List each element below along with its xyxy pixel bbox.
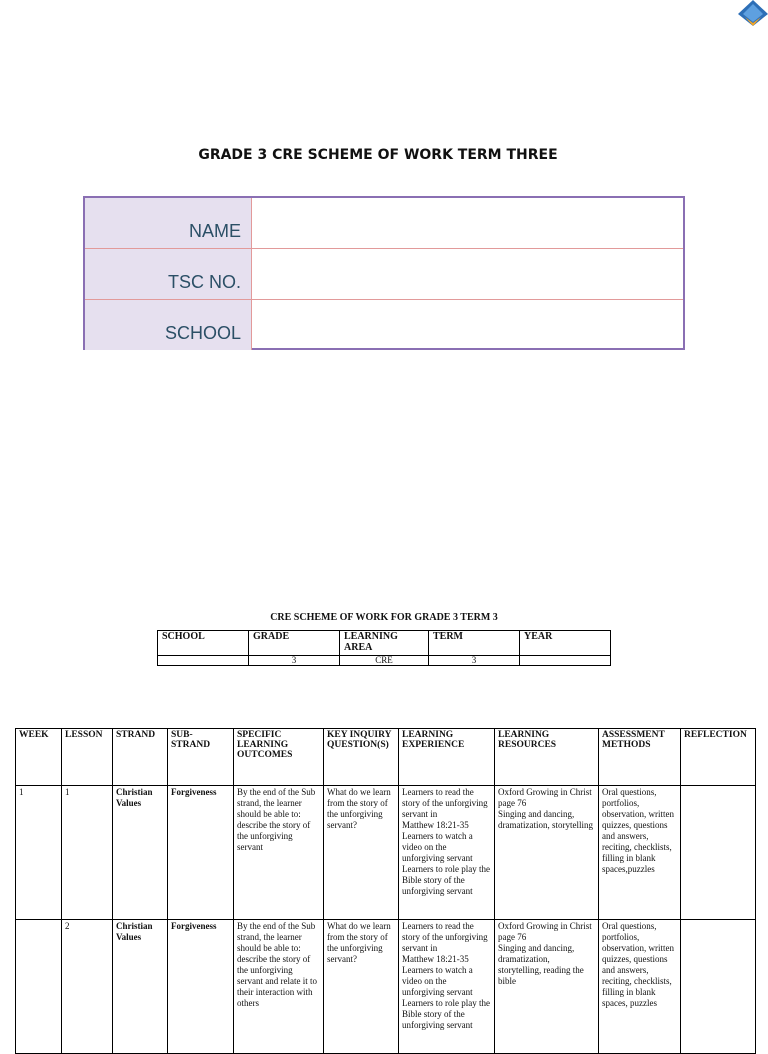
week-cell: 1 (16, 786, 62, 920)
resources-cell: Oxford Growing in Christ page 76 Singing and dancing, dramatization, storytelling, reading the bible (495, 920, 599, 1054)
summary-term-value: 3 (429, 656, 520, 666)
experience-cell: Learners to read the story of the unforgiving servant in Matthew 18:21-35 Learners to watch a video on the unforgiving servant Learners to role play the Bible story of the unforgiving servant (399, 920, 495, 1054)
summary-school-value (158, 656, 249, 666)
name-row (85, 198, 683, 249)
reflection-cell (681, 786, 756, 920)
summary-value-row (158, 656, 611, 666)
header-sub-strand: SUB-STRAND (168, 729, 234, 786)
teacher-details-table (83, 196, 685, 350)
strand-cell: Christian Values (113, 786, 168, 920)
school-field[interactable] (252, 300, 683, 350)
name-field[interactable] (252, 198, 683, 248)
questions-cell: What do we learn from the story of the unforgiving servant? (324, 786, 399, 920)
tsc-row (85, 249, 683, 300)
table-row (16, 786, 756, 920)
summary-table (157, 630, 611, 666)
summary-header-term: TERM (429, 631, 520, 656)
header-experience: LEARNING EXPERIENCE (399, 729, 495, 786)
school-label: SCHOOL (85, 300, 252, 350)
header-reflection: REFLECTION (681, 729, 756, 786)
sub-strand-cell: Forgiveness (168, 920, 234, 1054)
summary-year-value (520, 656, 611, 666)
name-label: NAME (85, 198, 252, 248)
header-outcomes: SPECIFIC LEARNING OUTCOMES (234, 729, 324, 786)
diamond-logo-icon (736, 0, 768, 28)
summary-title: CRE SCHEME OF WORK FOR GRADE 3 TERM 3 (270, 612, 498, 623)
resources-cell: Oxford Growing in Christ page 76 Singing and dancing, dramatization, storytelling (495, 786, 599, 920)
summary-header-school: SCHOOL (158, 631, 249, 656)
scheme-of-work-table (15, 728, 756, 1054)
tsc-field[interactable] (252, 249, 683, 299)
summary-header-learning-area: LEARNING AREA (340, 631, 429, 656)
school-row (85, 300, 683, 350)
lesson-cell: 1 (62, 786, 113, 920)
experience-cell: Learners to read the story of the unforgiving servant in Matthew 18:21-35 Learners to watch a video on the unforgiving servant Learners to role play the Bible story of the unforgiving servant (399, 786, 495, 920)
table-row (16, 920, 756, 1054)
summary-header-row (158, 631, 611, 656)
outcomes-cell: By the end of the Sub strand, the learner should be able to: describe the story of the unforgiving servant and relate it to their interaction with others (234, 920, 324, 1054)
tsc-label: TSC NO. (85, 249, 252, 299)
outcomes-cell: By the end of the Sub strand, the learner should be able to: describe the story of the unforgiving servant (234, 786, 324, 920)
scheme-header-row (16, 729, 756, 786)
strand-cell: Christian Values (113, 920, 168, 1054)
header-strand: STRAND (113, 729, 168, 786)
summary-header-grade: GRADE (249, 631, 340, 656)
summary-grade-value: 3 (249, 656, 340, 666)
header-resources: LEARNING RESOURCES (495, 729, 599, 786)
questions-cell: What do we learn from the story of the unforgiving servant? (324, 920, 399, 1054)
header-assessment: ASSESSMENT METHODS (599, 729, 681, 786)
document-title: GRADE 3 CRE SCHEME OF WORK TERM THREE (198, 147, 558, 163)
week-cell (16, 920, 62, 1054)
reflection-cell (681, 920, 756, 1054)
lesson-cell: 2 (62, 920, 113, 1054)
header-questions: KEY INQUIRY QUESTION(S) (324, 729, 399, 786)
sub-strand-cell: Forgiveness (168, 786, 234, 920)
summary-header-year: YEAR (520, 631, 611, 656)
header-week: WEEK (16, 729, 62, 786)
header-lesson: LESSON (62, 729, 113, 786)
assessment-cell: Oral questions, portfolios, observation, written quizzes, questions and answers, reciting, checklists, filling in blank spaces,puzzles (599, 786, 681, 920)
assessment-cell: Oral questions, portfolios, observation, written quizzes, questions and answers, reciting, checklists, filling in blank spaces, puzzles (599, 920, 681, 1054)
summary-area-value: CRE (340, 656, 429, 666)
